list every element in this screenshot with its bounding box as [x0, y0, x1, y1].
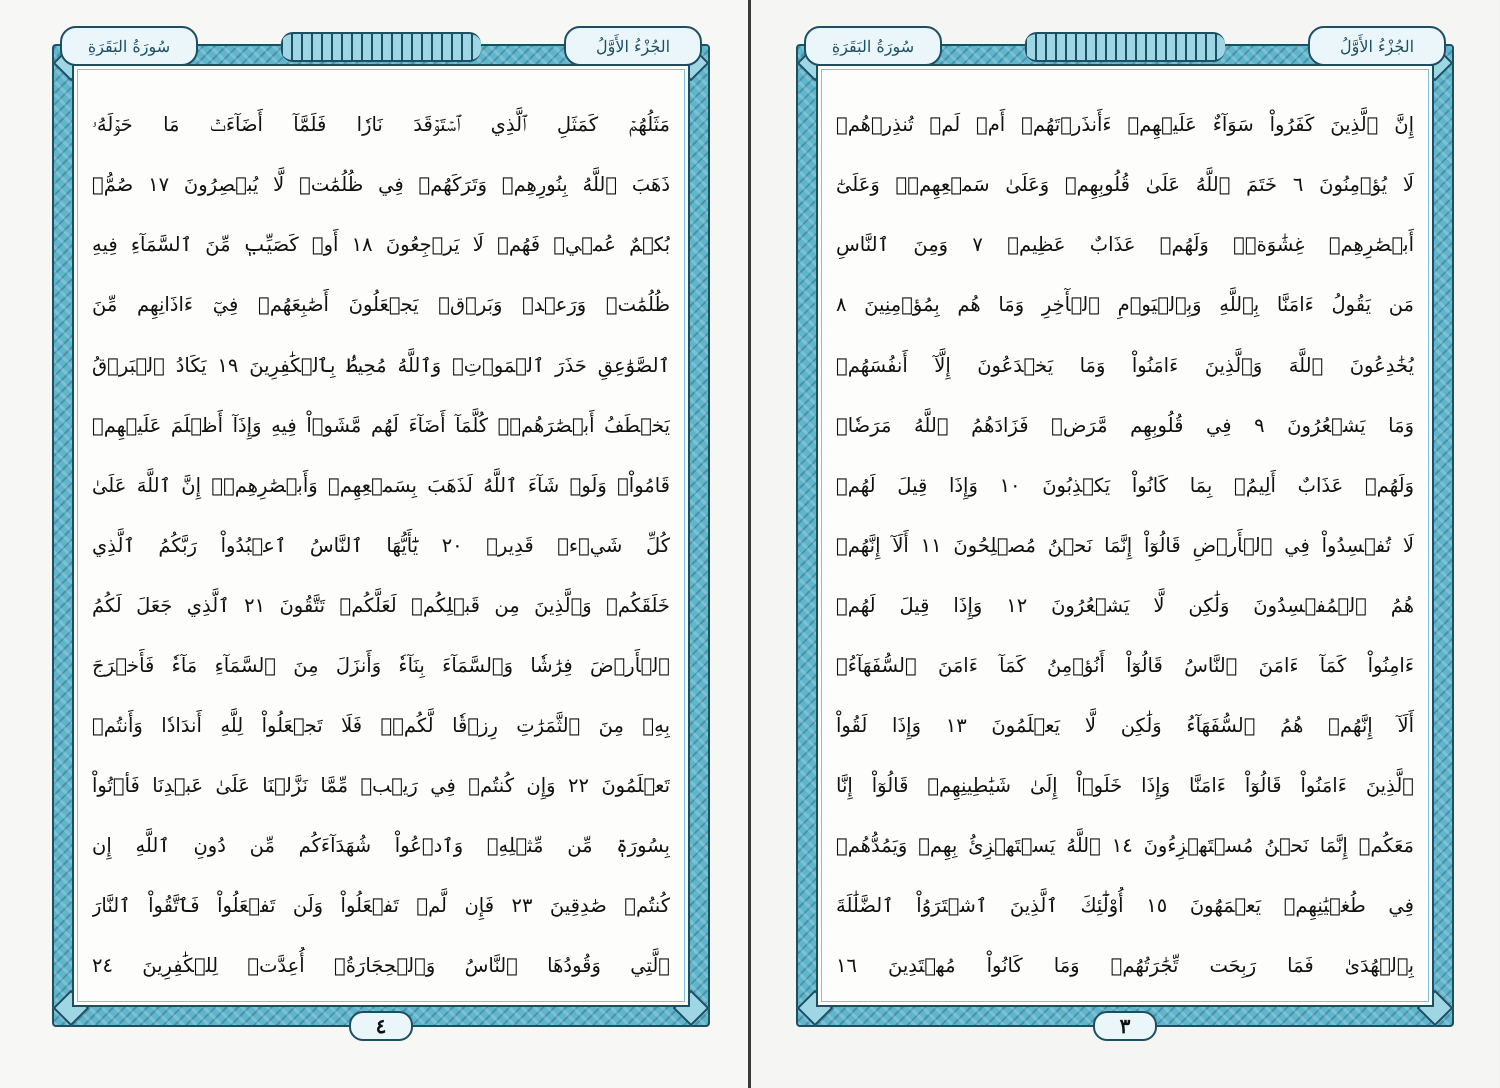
verse-line-text: ٱلَّذِينَ ءَامَنُواْ قَالُوٓاْ ءَامَنَّا وَإِذَا خَلَوۡاْ إِلَىٰ شَيَٰطِينِهِمۡ قَالُوٓاْ إِنَّا — [836, 773, 1414, 797]
verse-line — [92, 526, 670, 564]
verse-line — [836, 226, 1414, 264]
verse-line — [92, 587, 670, 625]
verse-line-text: ذَهَبَ ٱللَّهُ بِنُورِهِمۡ وَتَرَكَهُمۡ فِي ظُلُمَٰتٖ لَّا يُبۡصِرُونَ ١٧ صُمُّۢ — [92, 173, 670, 197]
verse-line — [836, 526, 1414, 564]
verse-line-text: مَثَلُهُمۡ كَمَثَلِ ٱلَّذِي ٱسۡتَوۡقَدَ نَارٗا فَلَمَّآ أَضَآءَتۡ مَا حَوۡلَهُۥ — [92, 113, 670, 137]
verse-line-text: ٱلۡأَرۡضَ فِرَٰشٗا وَٱلسَّمَآءَ بِنَآءٗ وَأَنزَلَ مِنَ ٱلسَّمَآءِ مَآءٗ فَأَخۡرَجَ — [92, 653, 670, 677]
verse-line — [836, 767, 1414, 805]
verse-line-text: قَامُواْۚ وَلَوۡ شَآءَ ٱللَّهُ لَذَهَبَ بِسَمۡعِهِمۡ وَأَبۡصَٰرِهِمۡۚ إِنَّ ٱللَّهَ عَلَىٰ — [92, 473, 670, 497]
verse-line — [92, 947, 670, 985]
page-number: ٤ — [349, 1011, 413, 1041]
verse-line-text: بِهِۦ مِنَ ٱلثَّمَرَٰتِ رِزۡقٗا لَّكُمۡۖ فَلَا تَجۡعَلُواْ لِلَّهِ أَندَادٗا وَأَنتُمۡ — [92, 713, 670, 737]
verse-line-text: يَخۡطَفُ أَبۡصَٰرَهُمۡۖ كُلَّمَآ أَضَآءَ لَهُم مَّشَوۡاْ فِيهِ وَإِذَآ أَظۡلَمَ عَلَيۡهِمۡ — [92, 413, 670, 437]
verse-line-text: لَا يُؤۡمِنُونَ ٦ خَتَمَ ٱللَّهُ عَلَىٰ قُلُوبِهِمۡ وَعَلَىٰ سَمۡعِهِمۡۖ وَعَلَىٰٓ — [836, 173, 1414, 197]
verse-line-text: أَلَآ إِنَّهُمۡ هُمُ ٱلسُّفَهَآءُ وَلَٰكِن لَّا يَعۡلَمُونَ ١٣ وَإِذَا لَقُواْ — [836, 713, 1414, 737]
verse-line — [836, 286, 1414, 324]
verse-lines — [836, 106, 1414, 985]
verse-line-text: بِٱلۡهُدَىٰ فَمَا رَبِحَت تِّجَٰرَتُهُمۡ وَمَا كَانُواْ مُهۡتَدِينَ ١٦ — [836, 954, 1414, 978]
verse-line-text: بُكۡمٌ عُمۡيٞ فَهُمۡ لَا يَرۡجِعُونَ ١٨ أَوۡ كَصَيِّبٖ مِّنَ ٱلسَّمَآءِ فِيهِ — [92, 233, 670, 257]
juz-label: الجُزْءُ الأَوَّلُ — [1308, 26, 1446, 66]
verse-line — [836, 106, 1414, 144]
text-panel — [816, 64, 1434, 1007]
verse-line-text: مَعَكُمۡ إِنَّمَا نَحۡنُ مُسۡتَهۡزِءُونَ ١٤ ٱللَّهُ يَسۡتَهۡزِئُ بِهِمۡ وَيَمُدُّهُمۡ — [836, 834, 1414, 857]
verse-line-text: إِنَّ ٱلَّذِينَ كَفَرُواْ سَوَآءٌ عَلَيۡهِمۡ ءَأَنذَرۡتَهُمۡ أَمۡ لَمۡ تُنذِرۡهُمۡ — [836, 113, 1414, 137]
verse-line — [92, 827, 670, 865]
verse-lines — [92, 106, 670, 985]
header-ornament-icon — [281, 32, 481, 62]
verse-line-text: وَلَهُمۡ عَذَابٌ أَلِيمُۢ بِمَا كَانُواْ يَكۡذِبُونَ ١٠ وَإِذَا قِيلَ لَهُمۡ — [836, 473, 1414, 497]
verse-line — [836, 346, 1414, 384]
right-page — [751, 0, 1499, 1088]
juz-label: الجُزْءُ الأَوَّلُ — [564, 26, 702, 66]
verse-line — [92, 887, 670, 925]
verse-line-text: أَبۡصَٰرِهِمۡ غِشَٰوَةٞۖ وَلَهُمۡ عَذَابٌ عَظِيمٞ ٧ وَمِنَ ٱلنَّاسِ — [836, 233, 1414, 257]
verse-line-text: وَمَا يَشۡعُرُونَ ٩ فِي قُلُوبِهِم مَّرَضٞ فَزَادَهُمُ ٱللَّهُ مَرَضٗاۖ — [836, 413, 1414, 437]
verse-line-text: ٱلصَّوَٰعِقِ حَذَرَ ٱلۡمَوۡتِۚ وَٱللَّهُ مُحِيطُۢ بِٱلۡكَٰفِرِينَ ١٩ يَكَادُ ٱلۡبَرۡقُ — [92, 353, 670, 377]
verse-line — [92, 406, 670, 444]
verse-line-text: فِي طُغۡيَٰنِهِمۡ يَعۡمَهُونَ ١٥ أُوْلَٰٓئِكَ ٱلَّذِينَ ٱشۡتَرَوُاْ ٱلضَّلَٰلَةَ — [836, 894, 1414, 918]
verse-line — [92, 346, 670, 384]
verse-line — [836, 947, 1414, 985]
left-page — [0, 0, 748, 1088]
verse-line-text: مَن يَقُولُ ءَامَنَّا بِٱللَّهِ وَبِٱلۡيَوۡمِ ٱلۡأٓخِرِ وَمَا هُم بِمُؤۡمِنِينَ ٨ — [836, 293, 1414, 317]
verse-line-text: لَا تُفۡسِدُواْ فِي ٱلۡأَرۡضِ قَالُوٓاْ إِنَّمَا نَحۡنُ مُصۡلِحُونَ ١١ أَلَآ إِنَّهُمۡ — [836, 533, 1414, 557]
verse-line — [836, 587, 1414, 625]
verse-line — [92, 767, 670, 805]
page-frame-left — [52, 36, 710, 1038]
verse-line — [92, 466, 670, 504]
verse-line — [92, 106, 670, 144]
verse-line — [92, 166, 670, 204]
verse-line-text: يُخَٰدِعُونَ ٱللَّهَ وَٱلَّذِينَ ءَامَنُواْ وَمَا يَخۡدَعُونَ إِلَّآ أَنفُسَهُمۡ — [836, 353, 1414, 377]
verse-line-text: ءَامِنُواْ كَمَآ ءَامَنَ ٱلنَّاسُ قَالُوٓاْ أَنُؤۡمِنُ كَمَآ ءَامَنَ ٱلسُّفَهَآءُۗ — [836, 653, 1414, 677]
surah-label: سُورَةُ البَقَرَةِ — [804, 26, 942, 66]
surah-label: سُورَةُ البَقَرَةِ — [60, 26, 198, 66]
verse-line — [836, 166, 1414, 204]
verse-line — [836, 707, 1414, 745]
header-ornament-icon — [1025, 32, 1225, 62]
verse-line-text: كُنتُمۡ صَٰدِقِينَ ٢٣ فَإِن لَّمۡ تَفۡعَلُواْ وَلَن تَفۡعَلُواْ فَٱتَّقُواْ ٱلنَّارَ — [92, 894, 670, 918]
verse-line — [92, 226, 670, 264]
verse-line — [92, 707, 670, 745]
verse-line — [836, 827, 1414, 865]
verse-line-text: هُمُ ٱلۡمُفۡسِدُونَ وَلَٰكِن لَّا يَشۡعُرُونَ ١٢ وَإِذَا قِيلَ لَهُمۡ — [836, 593, 1414, 617]
verse-line — [836, 466, 1414, 504]
verse-line — [836, 647, 1414, 685]
verse-line-text: ٱلَّتِي وَقُودُهَا ٱلنَّاسُ وَٱلۡحِجَارَةُۖ أُعِدَّتۡ لِلۡكَٰفِرِينَ ٢٤ — [92, 954, 670, 978]
text-panel — [72, 64, 690, 1007]
verse-line — [836, 887, 1414, 925]
verse-line — [92, 647, 670, 685]
verse-line-text: كُلِّ شَيۡءٖ قَدِيرٞ ٢٠ يَٰٓأَيُّهَا ٱلنَّاسُ ٱعۡبُدُواْ رَبَّكُمُ ٱلَّذِي — [92, 533, 670, 557]
verse-line — [92, 286, 670, 324]
verse-line-text: خَلَقَكُمۡ وَٱلَّذِينَ مِن قَبۡلِكُمۡ لَعَلَّكُمۡ تَتَّقُونَ ٢١ ٱلَّذِي جَعَلَ لَكُمُ — [92, 593, 670, 617]
page-number: ٣ — [1093, 1011, 1157, 1041]
page-frame-right — [796, 36, 1454, 1038]
verse-line — [836, 406, 1414, 444]
verse-line-text: تَعۡلَمُونَ ٢٢ وَإِن كُنتُمۡ فِي رَيۡبٖ مِّمَّا نَزَّلۡنَا عَلَىٰ عَبۡدِنَا فَأۡتُواْ — [92, 773, 670, 797]
verse-line-text: ظُلُمَٰتٞ وَرَعۡدٞ وَبَرۡقٞ يَجۡعَلُونَ أَصَٰبِعَهُمۡ فِيٓ ءَاذَانِهِم مِّنَ — [92, 293, 670, 317]
verse-line-text: بِسُورَةٖ مِّن مِّثۡلِهِۦ وَٱدۡعُواْ شُهَدَآءَكُم مِّن دُونِ ٱللَّهِ إِن — [92, 834, 670, 857]
